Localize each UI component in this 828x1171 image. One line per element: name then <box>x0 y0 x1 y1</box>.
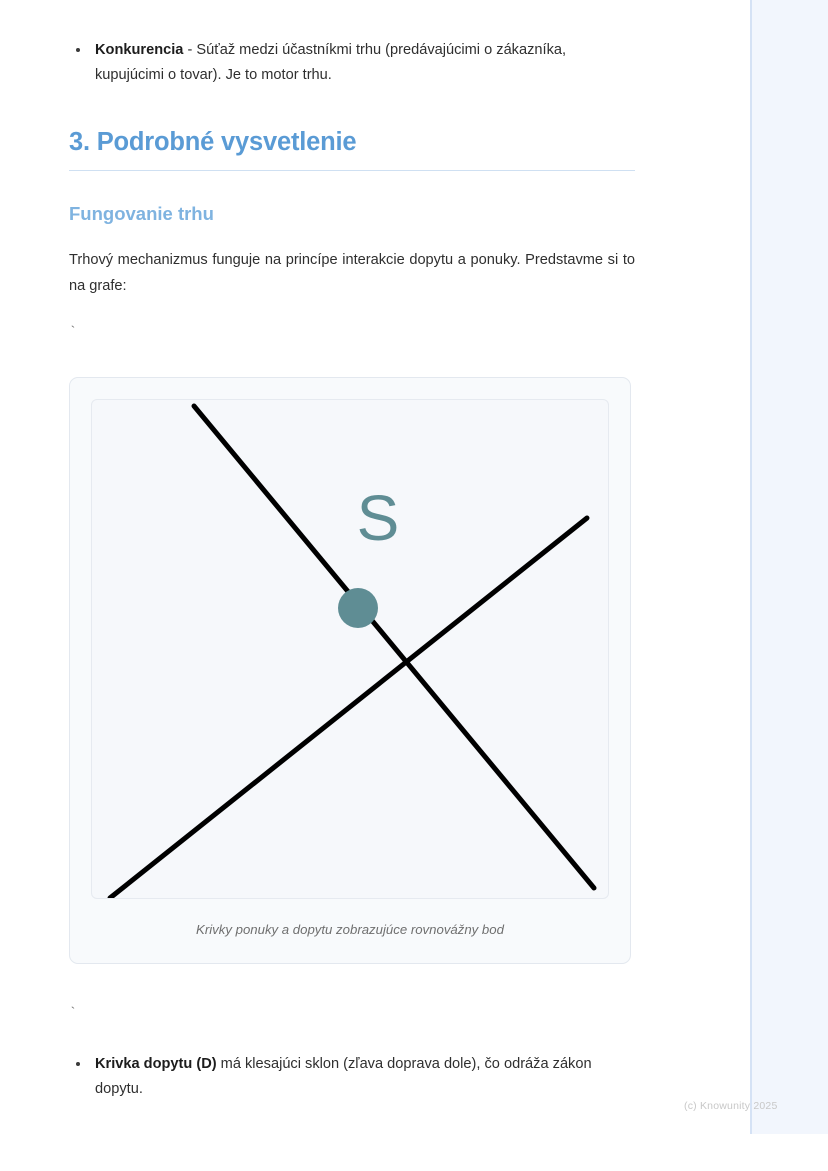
right-margin-divider <box>750 0 752 1134</box>
bottom-bullet-list <box>69 1052 635 1102</box>
supply-label: S <box>356 482 400 554</box>
top-bullet-list <box>69 0 635 88</box>
supply-demand-chart <box>92 400 609 899</box>
bullet-term: Krivka dopytu (D) <box>95 1056 217 1072</box>
figure-card <box>69 377 631 964</box>
bullet-term: Konkurencia <box>95 42 184 58</box>
list-item <box>69 38 635 88</box>
bullet-text: - Súťaž medzi účastníkmi trhu (predávajúcimi o zákazníka, kupujúcimi o tovar). Je to motor trhu. <box>95 42 567 83</box>
title-divider <box>69 170 635 171</box>
supply-curve-line <box>110 518 587 898</box>
list-item <box>69 1052 635 1102</box>
code-fence-close: ` <box>69 1005 77 1020</box>
equilibrium-point <box>338 588 378 628</box>
code-fence-open: ` <box>69 324 77 339</box>
chart-area <box>91 399 609 899</box>
footer-credit: (c) Knowunity 2025 <box>684 1100 778 1112</box>
sub-heading: Fungovanie trhu <box>69 203 214 224</box>
bottom-band <box>0 1134 828 1171</box>
document-content <box>69 0 635 1102</box>
figure-caption: Krivky ponuky a dopytu zobrazujúce rovnovážny bod <box>196 922 504 937</box>
page-title: 3. Podrobné vysvetlenie <box>69 128 357 156</box>
intro-paragraph: Trhový mechanizmus funguje na princípe interakcie dopytu a ponuky. Predstavme si to na grafe: <box>69 252 635 294</box>
bullet-text: má klesajúci sklon (zľava doprava dole), čo odráža zákon dopytu. <box>95 1056 592 1097</box>
right-margin-strip <box>750 0 828 1134</box>
demand-curve-line <box>194 406 594 888</box>
